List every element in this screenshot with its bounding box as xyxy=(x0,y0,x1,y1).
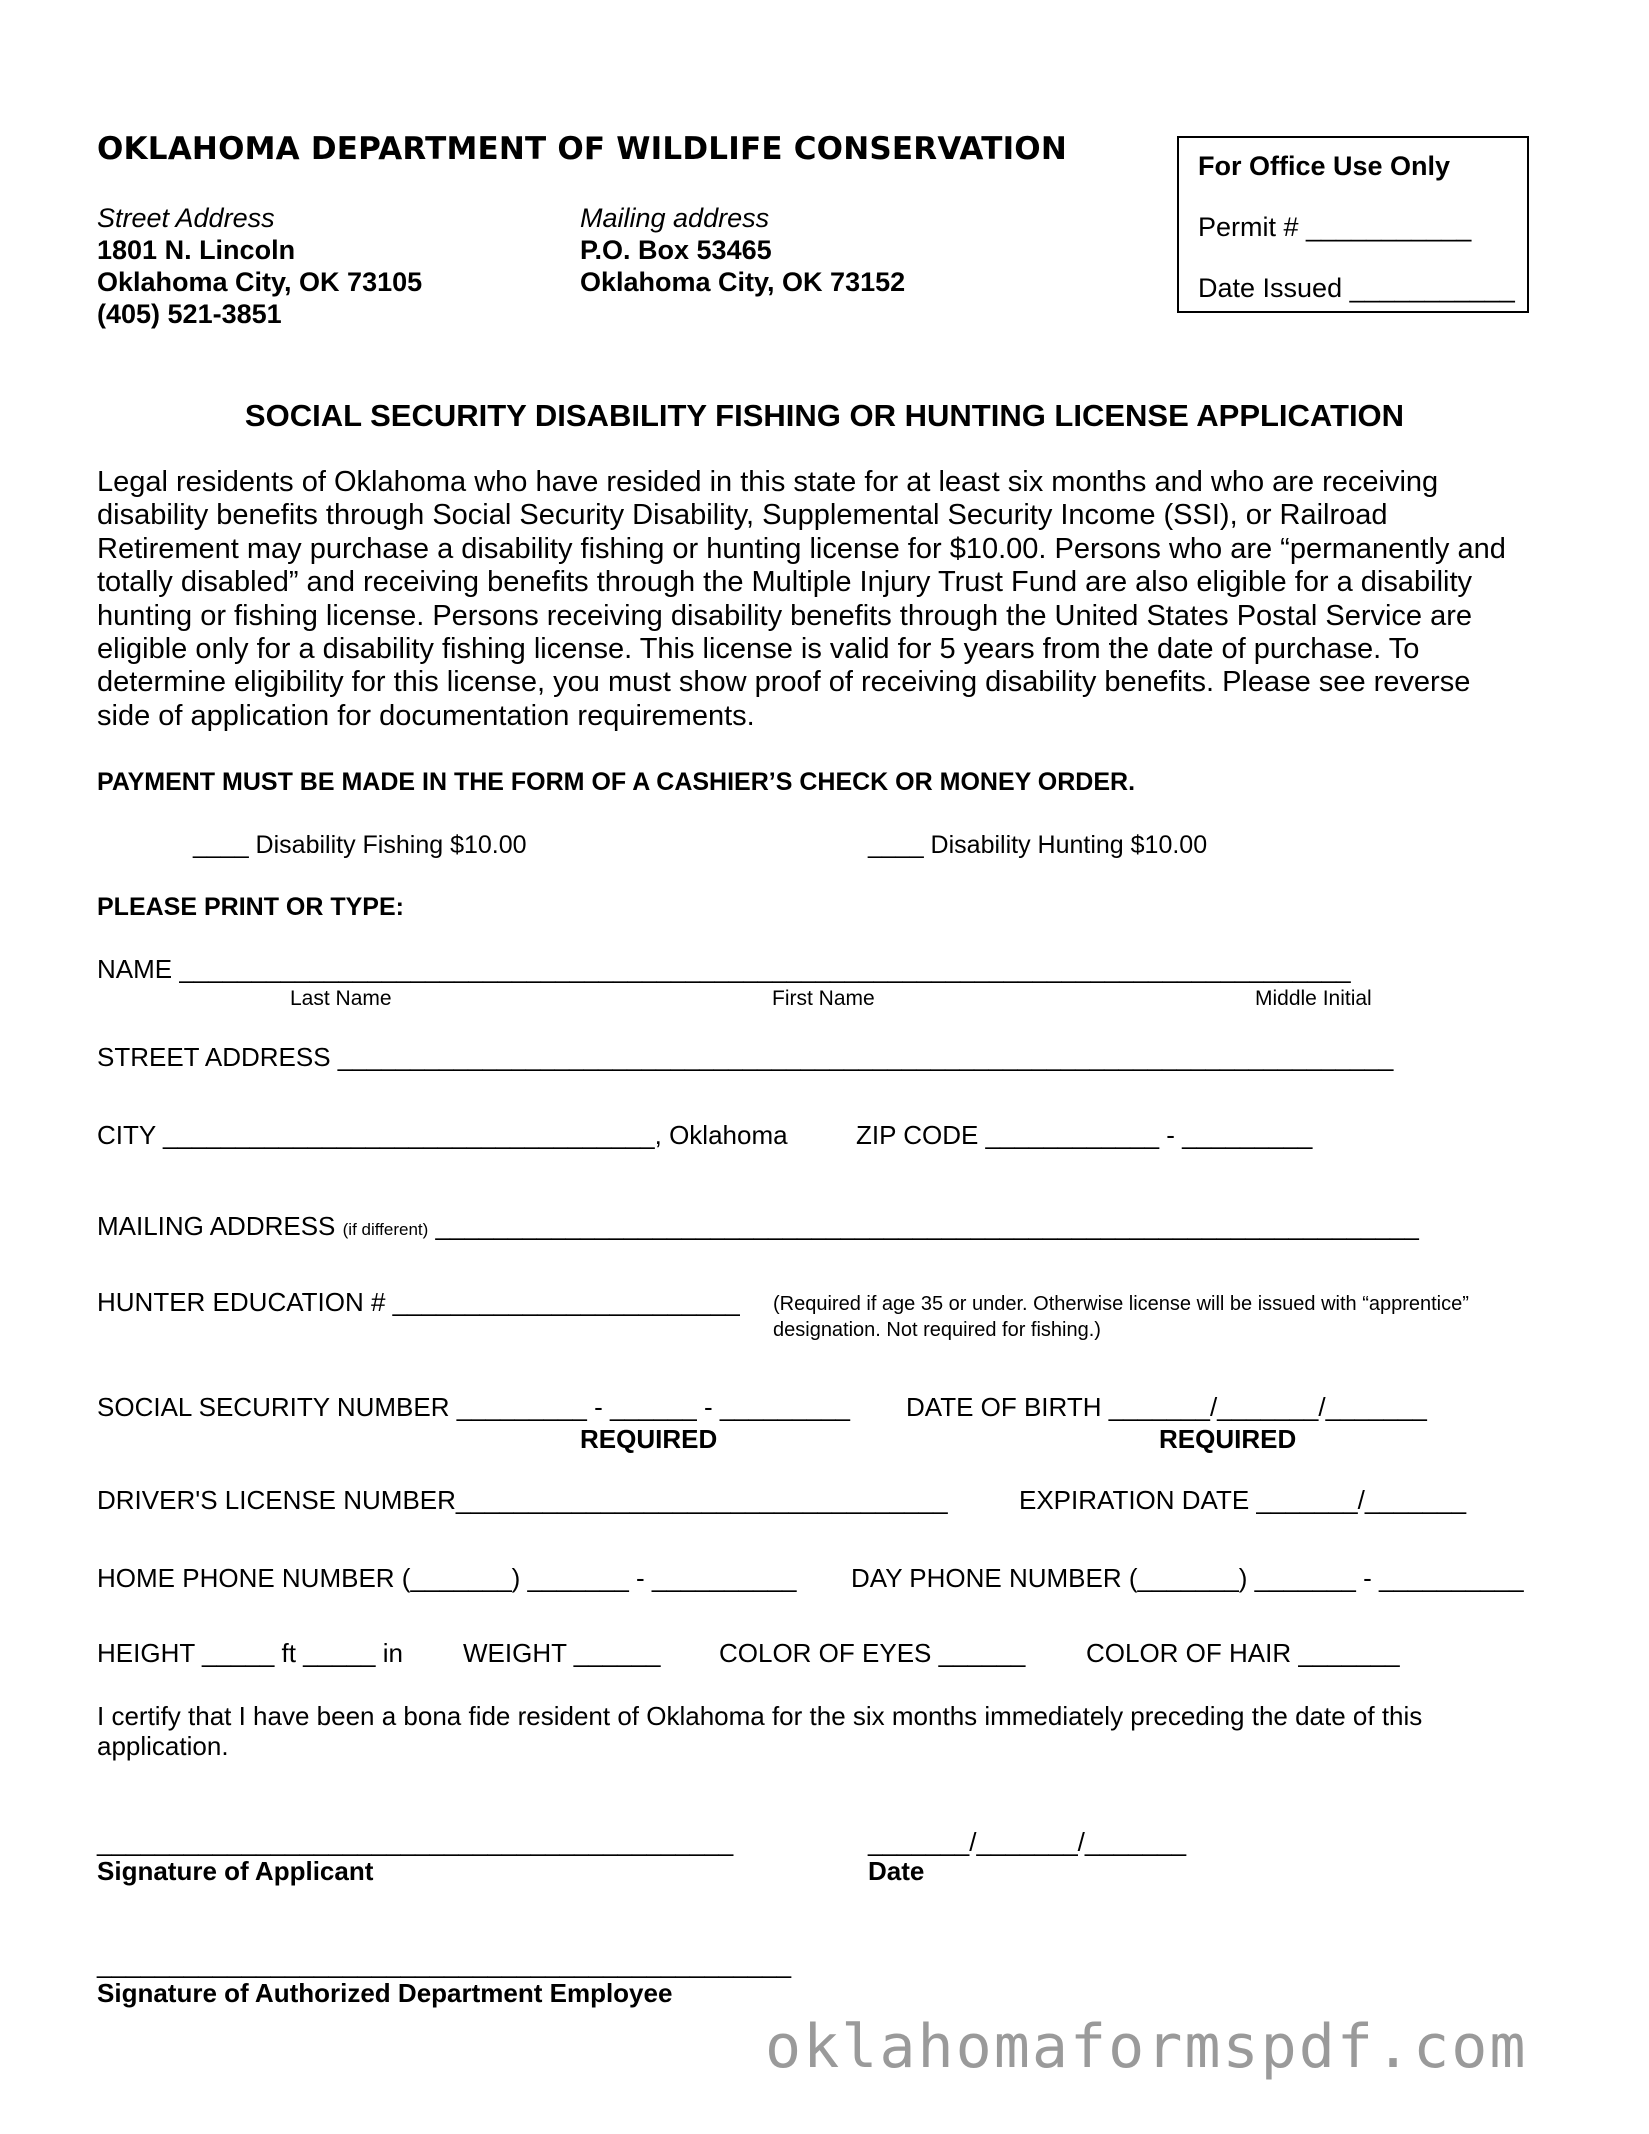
eye-color-field[interactable]: COLOR OF EYES ______ xyxy=(719,1638,1026,1668)
expiration-date-field[interactable]: EXPIRATION DATE _______/_______ xyxy=(1019,1485,1467,1515)
mailing-address-label: MAILING ADDRESS xyxy=(97,1211,336,1241)
disability-fishing-option[interactable]: ____ Disability Fishing $10.00 xyxy=(193,831,527,859)
signature-date-field[interactable]: _______/_______/_______ xyxy=(868,1827,1187,1857)
dob-required-label: REQUIRED xyxy=(1159,1424,1297,1454)
employee-signature-label: Signature of Authorized Department Employee xyxy=(97,1978,673,2008)
office-use-box xyxy=(1177,136,1529,313)
signature-date-label: Date xyxy=(868,1856,925,1886)
office-use-title: For Office Use Only xyxy=(1198,151,1451,181)
department-phone: (405) 521-3851 xyxy=(97,299,282,329)
intro-line: determine eligibility for this license, you must show proof of receiving disability benefits. Please see reverse xyxy=(97,666,1471,699)
intro-paragraph xyxy=(97,466,1537,733)
ssn-required-label: REQUIRED xyxy=(580,1424,718,1454)
social-security-number-field[interactable]: SOCIAL SECURITY NUMBER _________ - ______ - _________ xyxy=(97,1392,850,1422)
mailing-if-different-note: (if different) xyxy=(342,1220,429,1239)
city-field[interactable]: CITY __________________________________, Oklahoma xyxy=(97,1120,788,1150)
street-address-label: Street Address xyxy=(97,203,275,233)
applicant-signature-line[interactable]: ____________________________________________ xyxy=(97,1827,734,1857)
mailing-address-line1: P.O. Box 53465 xyxy=(580,235,772,265)
hunter-education-note-line1: (Required if age 35 or under. Otherwise license will be issued with “apprentice” xyxy=(773,1293,1469,1315)
intro-line: eligible only for a disability fishing license. This license is valid for 5 years from the date of purchase. To xyxy=(97,633,1420,666)
hunter-education-note-line2: designation. Not required for fishing.) xyxy=(773,1319,1101,1341)
permit-number-field[interactable]: Permit # ___________ xyxy=(1198,212,1472,242)
name-field[interactable]: NAME _________________________________________________________________________________ xyxy=(97,954,1351,984)
intro-line: disability benefits through Social Security Disability, Supplemental Security Income (SSI), or Railroad xyxy=(97,499,1388,532)
height-field[interactable]: HEIGHT _____ ft _____ in xyxy=(97,1638,403,1668)
mailing-address-label: Mailing address xyxy=(580,203,770,233)
mailing-address-field[interactable] xyxy=(97,1210,1419,1246)
intro-line: totally disabled” and receiving benefits through the Multiple Injury Trust Fund are also eligible for a disability xyxy=(97,566,1473,599)
mailing-address-line2: Oklahoma City, OK 73152 xyxy=(580,267,906,297)
mailing-address-line: ____________________________________________________________________ xyxy=(435,1211,1419,1241)
intro-line: side of application for documentation requirements. xyxy=(97,699,755,732)
employee-signature-line[interactable]: ________________________________________________ xyxy=(97,1949,792,1979)
middle-initial-label: Middle Initial xyxy=(1255,987,1372,1010)
intro-line: hunting or fishing license. Persons receiving disability benefits through the United States Postal Service are xyxy=(97,599,1473,632)
home-phone-field[interactable]: HOME PHONE NUMBER (_______) _______ - __________ xyxy=(97,1563,797,1593)
applicant-signature-label: Signature of Applicant xyxy=(97,1856,374,1886)
intro-line: Legal residents of Oklahoma who have resided in this state for at least six months and who are receiving xyxy=(97,466,1439,498)
certification-line: I certify that I have been a bona fide resident of Oklahoma for the six months immediately preceding the date of this xyxy=(97,1701,1423,1731)
street-address-line1: 1801 N. Lincoln xyxy=(97,235,296,265)
disability-hunting-option[interactable]: ____ Disability Hunting $10.00 xyxy=(868,831,1208,859)
hair-color-field[interactable]: COLOR OF HAIR _______ xyxy=(1086,1638,1400,1668)
day-phone-field[interactable]: DAY PHONE NUMBER (_______) _______ - __________ xyxy=(851,1563,1524,1593)
hunter-education-field[interactable]: HUNTER EDUCATION # ________________________ xyxy=(97,1287,740,1317)
date-of-birth-field[interactable]: DATE OF BIRTH _______/_______/_______ xyxy=(906,1392,1427,1422)
zip-code-field[interactable]: ZIP CODE ____________ - _________ xyxy=(856,1120,1313,1150)
form-title: SOCIAL SECURITY DISABILITY FISHING OR HUNTING LICENSE APPLICATION xyxy=(244,398,1405,433)
intro-line: Retirement may purchase a disability fishing or hunting license for $10.00. Persons who are “permanently and xyxy=(97,532,1506,565)
drivers-license-field[interactable]: DRIVER'S LICENSE NUMBER__________________________________ xyxy=(97,1485,948,1515)
certification-line: application. xyxy=(97,1731,229,1761)
first-name-label: First Name xyxy=(772,987,875,1010)
weight-field[interactable]: WEIGHT ______ xyxy=(463,1638,661,1668)
street-address-line2: Oklahoma City, OK 73105 xyxy=(97,267,423,297)
last-name-label: Last Name xyxy=(290,987,392,1010)
print-instruction: PLEASE PRINT OR TYPE: xyxy=(97,893,404,921)
date-issued-field[interactable]: Date Issued ___________ xyxy=(1198,273,1515,303)
watermark: oklahomaformspdf.com xyxy=(765,2012,1528,2082)
street-address-field[interactable]: STREET ADDRESS _________________________________________________________________________ xyxy=(97,1042,1394,1072)
payment-notice: PAYMENT MUST BE MADE IN THE FORM OF A CASHIER’S CHECK OR MONEY ORDER. xyxy=(97,768,1136,796)
department-name: OKLAHOMA DEPARTMENT OF WILDLIFE CONSERVATION xyxy=(97,131,1067,167)
